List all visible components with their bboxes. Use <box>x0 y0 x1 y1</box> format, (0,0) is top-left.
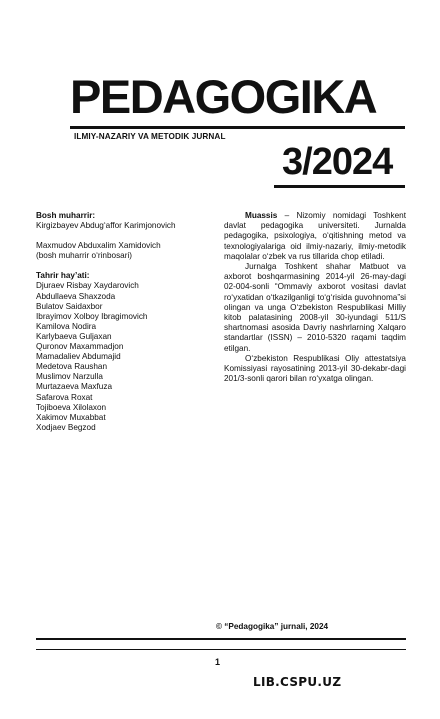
chief-editor-label: Bosh muharrir: <box>36 211 96 220</box>
chief-editor-name: Kirgizbayev Abdug‘affor Karimjonovich <box>36 221 176 231</box>
editorial-board-list <box>36 281 216 432</box>
deputy-editor-role: (bosh muharrir o‘rinbosari) <box>36 251 133 261</box>
board-member: Safarova Roxat <box>36 392 93 402</box>
attestation-paragraph: O‘zbekiston Respublikasi Oliy attestatsiya Komissiyasi rayosatining 2013-yil 30-dekabr-dagi 201/3-sonli qarori bilan ro‘yxatga olingan. <box>224 353 406 384</box>
issue-number: 3/2024 <box>282 141 393 183</box>
board-member: Kamilova Nodira <box>36 321 97 331</box>
title-rule <box>70 126 405 129</box>
board-member: Abdullaeva Shaxzoda <box>36 291 116 301</box>
copyright-notice: © “Pedagogika” jurnali, 2024 <box>216 622 329 631</box>
board-member: Murtazaeva Maxfuza <box>36 382 112 392</box>
board-member: Tojiboeva Xilolaxon <box>36 402 107 412</box>
editorial-board-label: Tahrir hay’ati: <box>36 271 90 281</box>
registration-paragraph: Jurnalga Toshkent shahar Matbuot va axborot boshqarmasining 2014-yil 26-may-dagi 02-004-sonli “Ommaviy axborot vositasi davlat ro‘yxatidan o‘tkazilganligi to‘g‘risida guvohnoma”si olingan va unga O‘zbekiston Respublikasi Milliy kitob palatasining 2008-yil 30-iyundagi 511/S shartnomasi asosida Davriy nashrlarning Xalqaro standartlar (ISSN) – 2010-5320 raqami taqdim etilgan. <box>224 262 406 353</box>
board-member: Xodjaev Begzod <box>36 422 96 432</box>
board-member: Djuraev Risbay Xaydarovich <box>36 281 139 291</box>
editorial-column <box>36 211 216 433</box>
board-member: Karlybaeva Guljaxan <box>36 331 112 341</box>
issue-rule <box>274 185 405 188</box>
footer-rule-thin <box>36 649 406 650</box>
page-number: 1 <box>215 657 221 667</box>
deputy-editor-name: Maxmudov Abduxalim Xamidovich <box>36 241 161 251</box>
board-member: Ibrayimov Xolboy Ibragimovich <box>36 311 148 321</box>
board-member: Medetova Raushan <box>36 362 108 372</box>
founder-paragraph <box>224 211 406 262</box>
founder-text: – Nizomiy nomidagi Toshkent davlat pedagogika universiteti. Jurnalda pedagogika, psixologiya, o‘qitishning metod va texnologiyalariga oid ilmiy-nazariy, ilmiy-metodik maqolalar o‘zbek va rus tillarida chop etiladi. <box>224 211 406 261</box>
board-member: Xakimov Muxabbat <box>36 412 106 422</box>
journal-subtitle: ILMIY-NAZARIY VA METODIK JURNAL <box>74 132 226 141</box>
board-member: Mamadaliev Abdumajid <box>36 352 121 362</box>
board-member: Muslimov Narzulla <box>36 372 103 382</box>
library-watermark: LIB.CSPU.UZ <box>253 675 342 689</box>
board-member: Quronov Maxammadjon <box>36 342 124 352</box>
board-member: Bulatov Saidaxbor <box>36 301 103 311</box>
founder-label: Muassis <box>245 211 278 220</box>
footer-rule <box>36 638 406 640</box>
info-column <box>224 211 406 384</box>
journal-title: PEDAGOGIKA <box>70 70 377 123</box>
